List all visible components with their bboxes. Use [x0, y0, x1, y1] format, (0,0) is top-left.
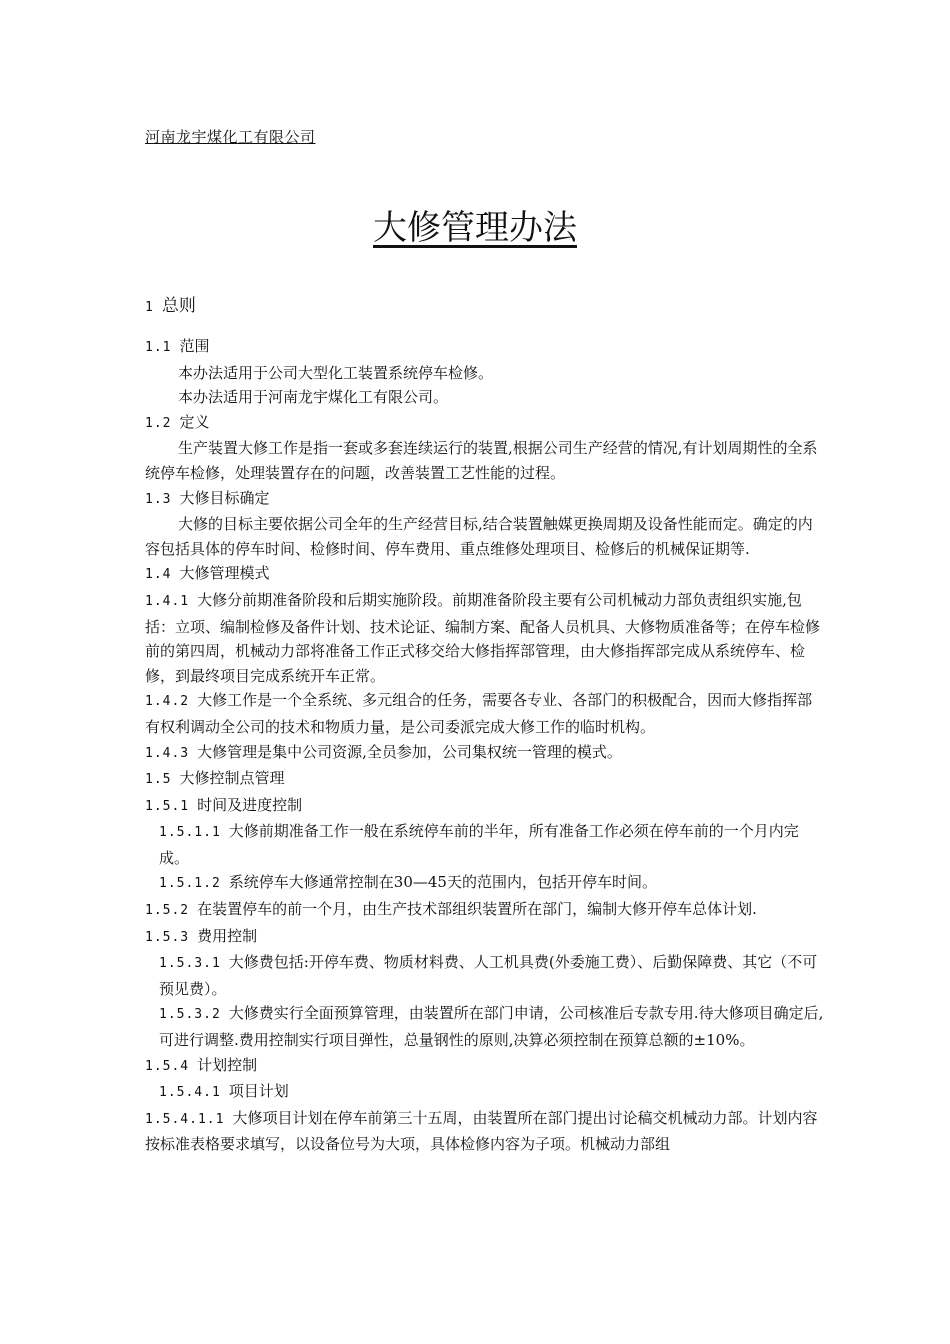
numbered-paragraph: 1.5.1.1 大修前期准备工作一般在系统停车前的半年，所有准备工作必须在停车前的一个月内完成。 [159, 822, 799, 867]
section-heading: 1.4 大修管理模式 [145, 564, 270, 583]
numbered-paragraph: 1.4.3 大修管理是集中公司资源,全员参加，公司集权统一管理的模式。 [145, 742, 622, 761]
company-name: 河南龙宇煤化工有限公司 [145, 128, 316, 146]
numbered-paragraph: 1.5.1.2 系统停车大修通常控制在30—45天的范围内，包括开停车时间。 [159, 873, 657, 892]
document-body [145, 292, 825, 1157]
numbered-paragraph: 1.5.4.1.1 大修项目计划在停车前第三十五周，由装置所在部门提出讨论稿交机械动力部。计划内容按标准表格要求填写，以设备位号为大项，具体检修内容为子项。机械动力部组 [145, 1108, 818, 1154]
section-heading: 1 总则 [145, 296, 196, 316]
paragraph: 本办法适用于公司大型化工装置系统停车检修。 [178, 363, 494, 382]
numbered-paragraph: 1.5.2 在装置停车的前一个月，由生产技术部组织装置所在部门，编制大修开停车总体计划. [145, 900, 757, 919]
paragraph: 生产装置大修工作是指一套或多套连续运行的装置,根据公司生产经营的情况,有计划周期性的全系统停车检修，处理装置存在的问题，改善装置工艺性能的过程。 [145, 439, 818, 482]
numbered-paragraph: 1.5.3.1 大修费包括:开停车费、物质材料费、人工机具费(外委施工费）、后勤保障费、其它（不可预见费）。 [159, 953, 818, 998]
numbered-paragraph: 1.4.2 大修工作是一个全系统、多元组合的任务，需要各专业、各部门的积极配合，因而大修指挥部有权利调动全公司的技术和物质力量，是公司委派完成大修工作的临时机构。 [145, 691, 813, 736]
document-title: 大修管理办法 [373, 208, 577, 248]
section-heading: 1.5.1 时间及进度控制 [145, 795, 303, 814]
section-heading: 1.5 大修控制点管理 [145, 769, 285, 788]
section-heading: 1.5.3 费用控制 [145, 926, 258, 945]
numbered-paragraph: 1.4.1 大修分前期准备阶段和后期实施阶段。前期准备阶段主要有公司机械动力部负责组织实施,包括：立项、编制检修及备件计划、技术论证、编制方案、配备人员机具、大修物质准备等；在停车检修前的第四周，机械动力部将准备工作正式移交给大修指挥部管理，由大修指挥部完成从系统停车、检修，到最终项目完成系统开车正常。 [145, 590, 821, 685]
paragraph: 本办法适用于河南龙宇煤化工有限公司。 [178, 388, 449, 407]
numbered-paragraph: 1.5.3.2 大修费实行全面预算管理，由装置所在部门申请，公司核准后专款专用.待大修项目确定后,可进行调整.费用控制实行项目弹性，总量钢性的原则,决算必须控制在预算总额的±10%。 [159, 1004, 824, 1050]
section-heading: 1.3 大修目标确定 [145, 488, 270, 507]
section-heading: 1.5.4 计划控制 [145, 1055, 258, 1074]
paragraph: 大修的目标主要依据公司全年的生产经营目标,结合装置触媒更换周期及设备性能而定。确定的内容包括具体的停车时间、检修时间、停车费用、重点维修处理项目、检修后的机械保证期等. [145, 515, 813, 558]
section-heading: 1.5.4.1 项目计划 [159, 1082, 289, 1101]
section-heading: 1.2 定义 [145, 412, 210, 431]
section-heading: 1.1 范围 [145, 337, 210, 355]
